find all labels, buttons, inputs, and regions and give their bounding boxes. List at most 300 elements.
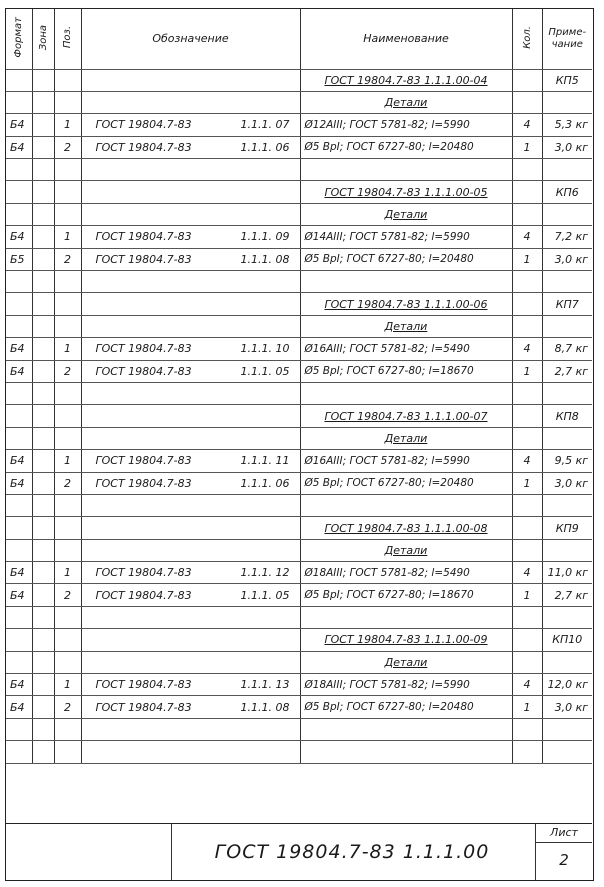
part-zone bbox=[32, 562, 54, 584]
part-zone bbox=[32, 114, 54, 136]
empty-cell bbox=[6, 606, 32, 628]
empty-cell bbox=[32, 718, 54, 740]
part-note: 9,5 кг bbox=[542, 450, 592, 472]
assembly-designation-text: ГОСТ 19804.7-83 1.1.1.00-04 bbox=[324, 73, 488, 87]
blank-row bbox=[6, 271, 592, 293]
section-heading-text: Детали bbox=[384, 319, 428, 333]
empty-cell bbox=[32, 159, 54, 181]
part-designation bbox=[81, 248, 300, 270]
empty-cell bbox=[54, 539, 81, 561]
assembly-designation-text: ГОСТ 19804.7-83 1.1.1.00-06 bbox=[324, 297, 488, 311]
empty-cell bbox=[54, 382, 81, 404]
part-qty: 1 bbox=[512, 136, 542, 158]
empty-cell bbox=[542, 427, 592, 449]
header-qty: Кол. bbox=[512, 9, 542, 69]
blank-row bbox=[6, 606, 592, 628]
empty-cell bbox=[512, 741, 542, 763]
empty-cell bbox=[300, 271, 512, 293]
section-row bbox=[6, 91, 592, 113]
part-qty: 1 bbox=[512, 360, 542, 382]
empty-cell bbox=[542, 741, 592, 763]
assembly-designation bbox=[300, 69, 512, 91]
part-zone bbox=[32, 338, 54, 360]
empty-cell bbox=[54, 91, 81, 113]
empty-cell bbox=[32, 494, 54, 516]
empty-cell bbox=[542, 91, 592, 113]
empty-cell bbox=[81, 271, 300, 293]
empty-cell bbox=[6, 718, 32, 740]
empty-cell bbox=[54, 629, 81, 651]
empty-cell bbox=[32, 651, 54, 673]
part-designation bbox=[81, 674, 300, 696]
part-note: 12,0 кг bbox=[542, 674, 592, 696]
part-pos: 2 bbox=[54, 584, 81, 606]
assembly-designation-text: ГОСТ 19804.7-83 1.1.1.00-05 bbox=[324, 185, 488, 199]
part-qty: 4 bbox=[512, 114, 542, 136]
empty-cell bbox=[542, 271, 592, 293]
part-note: 7,2 кг bbox=[542, 226, 592, 248]
part-format: Б4 bbox=[6, 562, 32, 584]
empty-cell bbox=[512, 203, 542, 225]
empty-cell bbox=[6, 494, 32, 516]
sheet-box bbox=[535, 824, 592, 880]
empty-cell bbox=[542, 606, 592, 628]
empty-cell bbox=[6, 271, 32, 293]
part-standard: ГОСТ 19804.7-83 bbox=[95, 588, 192, 602]
assembly-row bbox=[6, 629, 592, 651]
part-format: Б4 bbox=[6, 584, 32, 606]
empty-cell bbox=[81, 629, 300, 651]
document-designation: ГОСТ 19804.7-83 1.1.1.00 bbox=[214, 841, 490, 863]
empty-cell bbox=[512, 405, 542, 427]
part-qty: 4 bbox=[512, 450, 542, 472]
empty-cell bbox=[512, 181, 542, 203]
part-zone bbox=[32, 248, 54, 270]
empty-cell bbox=[81, 293, 300, 315]
empty-cell bbox=[512, 539, 542, 561]
part-zone bbox=[32, 360, 54, 382]
part-pos: 1 bbox=[54, 450, 81, 472]
empty-cell bbox=[54, 494, 81, 516]
empty-cell bbox=[81, 203, 300, 225]
part-pos: 1 bbox=[54, 226, 81, 248]
part-format: Б4 bbox=[6, 696, 32, 718]
empty-cell bbox=[32, 606, 54, 628]
header-format: Формат bbox=[6, 9, 32, 69]
empty-cell bbox=[512, 91, 542, 113]
empty-cell bbox=[54, 181, 81, 203]
part-code: 1.1.1. 08 bbox=[240, 252, 290, 266]
part-note: 5,3 кг bbox=[542, 114, 592, 136]
part-zone bbox=[32, 584, 54, 606]
empty-cell bbox=[32, 181, 54, 203]
part-note: 3,0 кг bbox=[542, 472, 592, 494]
section-heading bbox=[300, 91, 512, 113]
section-row bbox=[6, 651, 592, 673]
part-designation bbox=[81, 338, 300, 360]
part-pos: 1 bbox=[54, 562, 81, 584]
empty-cell bbox=[300, 159, 512, 181]
part-standard: ГОСТ 19804.7-83 bbox=[95, 118, 192, 132]
part-note: 2,7 кг bbox=[542, 360, 592, 382]
section-heading-text: Детали bbox=[384, 543, 428, 557]
part-zone bbox=[32, 450, 54, 472]
part-pos: 2 bbox=[54, 248, 81, 270]
part-format: Б4 bbox=[6, 136, 32, 158]
part-qty: 4 bbox=[512, 338, 542, 360]
part-designation bbox=[81, 360, 300, 382]
assembly-designation bbox=[300, 181, 512, 203]
empty-cell bbox=[6, 203, 32, 225]
part-name: Ø18АIII; ГОСТ 5781-82; l=5990 bbox=[300, 674, 512, 696]
part-standard: ГОСТ 19804.7-83 bbox=[95, 454, 192, 468]
empty-cell bbox=[32, 315, 54, 337]
part-qty: 4 bbox=[512, 226, 542, 248]
part-note: 11,0 кг bbox=[542, 562, 592, 584]
assembly-note: КП6 bbox=[542, 181, 592, 203]
part-row bbox=[6, 360, 592, 382]
empty-cell bbox=[542, 203, 592, 225]
empty-cell bbox=[54, 606, 81, 628]
part-name: Ø5 ВрI; ГОСТ 6727-80; l=20480 bbox=[300, 136, 512, 158]
part-note: 3,0 кг bbox=[542, 696, 592, 718]
part-standard: ГОСТ 19804.7-83 bbox=[95, 700, 192, 714]
empty-cell bbox=[512, 69, 542, 91]
part-pos: 1 bbox=[54, 114, 81, 136]
empty-cell bbox=[32, 629, 54, 651]
part-note: 2,7 кг bbox=[542, 584, 592, 606]
part-designation-wrap bbox=[86, 342, 296, 355]
empty-cell bbox=[6, 629, 32, 651]
empty-cell bbox=[32, 203, 54, 225]
empty-cell bbox=[54, 69, 81, 91]
part-designation-wrap bbox=[86, 365, 296, 378]
part-designation-wrap bbox=[86, 253, 296, 266]
part-row bbox=[6, 584, 592, 606]
part-row bbox=[6, 450, 592, 472]
part-name: Ø5 ВрI; ГОСТ 6727-80; l=20480 bbox=[300, 248, 512, 270]
part-name: Ø16АIII; ГОСТ 5781-82; l=5990 bbox=[300, 450, 512, 472]
part-zone bbox=[32, 136, 54, 158]
empty-cell bbox=[512, 651, 542, 673]
empty-cell bbox=[6, 315, 32, 337]
assembly-note: КП5 bbox=[542, 69, 592, 91]
assembly-designation bbox=[300, 629, 512, 651]
part-standard: ГОСТ 19804.7-83 bbox=[95, 252, 192, 266]
empty-cell bbox=[6, 427, 32, 449]
part-row bbox=[6, 696, 592, 718]
empty-cell bbox=[54, 271, 81, 293]
header-pos: Поз. bbox=[54, 9, 81, 69]
part-format: Б4 bbox=[6, 226, 32, 248]
part-code: 1.1.1. 06 bbox=[240, 140, 290, 154]
part-standard: ГОСТ 19804.7-83 bbox=[95, 364, 192, 378]
empty-cell bbox=[54, 427, 81, 449]
part-pos: 2 bbox=[54, 136, 81, 158]
section-heading-text: Детали bbox=[384, 96, 428, 110]
empty-cell bbox=[542, 159, 592, 181]
empty-cell bbox=[81, 606, 300, 628]
part-format: Б4 bbox=[6, 114, 32, 136]
part-row bbox=[6, 226, 592, 248]
part-qty: 1 bbox=[512, 584, 542, 606]
assembly-note: КП9 bbox=[542, 517, 592, 539]
part-code: 1.1.1. 12 bbox=[240, 566, 290, 580]
empty-cell bbox=[6, 405, 32, 427]
section-row bbox=[6, 427, 592, 449]
part-pos: 2 bbox=[54, 696, 81, 718]
empty-cell bbox=[542, 651, 592, 673]
empty-cell bbox=[54, 517, 81, 539]
part-designation bbox=[81, 114, 300, 136]
section-heading bbox=[300, 203, 512, 225]
assembly-note: КП7 bbox=[542, 293, 592, 315]
part-format: Б4 bbox=[6, 338, 32, 360]
empty-cell bbox=[81, 405, 300, 427]
empty-cell bbox=[512, 517, 542, 539]
empty-cell bbox=[54, 159, 81, 181]
empty-cell bbox=[81, 91, 300, 113]
section-heading bbox=[300, 427, 512, 449]
empty-cell bbox=[542, 315, 592, 337]
part-name: Ø16АIII; ГОСТ 5781-82; l=5490 bbox=[300, 338, 512, 360]
part-designation-wrap bbox=[86, 118, 296, 131]
assembly-designation bbox=[300, 405, 512, 427]
part-qty: 4 bbox=[512, 562, 542, 584]
empty-cell bbox=[81, 651, 300, 673]
part-code: 1.1.1. 11 bbox=[240, 454, 290, 468]
empty-cell bbox=[32, 69, 54, 91]
empty-cell bbox=[512, 271, 542, 293]
empty-cell bbox=[542, 539, 592, 561]
empty-cell bbox=[54, 203, 81, 225]
section-heading bbox=[300, 315, 512, 337]
part-designation-wrap bbox=[86, 454, 296, 467]
empty-cell bbox=[512, 159, 542, 181]
title-block bbox=[6, 823, 592, 880]
empty-cell bbox=[54, 651, 81, 673]
empty-cell bbox=[54, 741, 81, 763]
assembly-designation bbox=[300, 293, 512, 315]
section-row bbox=[6, 203, 592, 225]
empty-cell bbox=[81, 181, 300, 203]
part-code: 1.1.1. 05 bbox=[240, 588, 290, 602]
part-qty: 1 bbox=[512, 696, 542, 718]
empty-cell bbox=[512, 629, 542, 651]
assembly-row bbox=[6, 405, 592, 427]
part-format: Б4 bbox=[6, 450, 32, 472]
part-designation-wrap bbox=[86, 701, 296, 714]
part-row bbox=[6, 472, 592, 494]
assembly-designation-text: ГОСТ 19804.7-83 1.1.1.00-07 bbox=[324, 409, 488, 423]
part-name: Ø5 ВрI; ГОСТ 6727-80; l=20480 bbox=[300, 472, 512, 494]
empty-cell bbox=[32, 517, 54, 539]
part-pos: 1 bbox=[54, 338, 81, 360]
empty-cell bbox=[54, 315, 81, 337]
assembly-designation bbox=[300, 517, 512, 539]
empty-cell bbox=[81, 741, 300, 763]
empty-cell bbox=[54, 718, 81, 740]
part-designation-wrap bbox=[86, 230, 296, 243]
header-name: Наименование bbox=[300, 9, 512, 69]
part-row bbox=[6, 248, 592, 270]
empty-cell bbox=[81, 315, 300, 337]
part-designation-wrap bbox=[86, 678, 296, 691]
empty-cell bbox=[512, 494, 542, 516]
empty-cell bbox=[32, 741, 54, 763]
header-designation: Обозначение bbox=[81, 9, 300, 69]
assembly-row bbox=[6, 517, 592, 539]
empty-cell bbox=[512, 427, 542, 449]
empty-cell bbox=[300, 494, 512, 516]
empty-cell bbox=[512, 293, 542, 315]
section-heading bbox=[300, 651, 512, 673]
assembly-designation-text: ГОСТ 19804.7-83 1.1.1.00-09 bbox=[324, 633, 488, 647]
part-format: Б4 bbox=[6, 360, 32, 382]
part-zone bbox=[32, 226, 54, 248]
part-name: Ø18АIII; ГОСТ 5781-82; l=5490 bbox=[300, 562, 512, 584]
empty-cell bbox=[6, 741, 32, 763]
part-code: 1.1.1. 08 bbox=[240, 700, 290, 714]
empty-cell bbox=[542, 382, 592, 404]
empty-cell bbox=[6, 91, 32, 113]
empty-cell bbox=[54, 405, 81, 427]
part-code: 1.1.1. 10 bbox=[240, 342, 290, 356]
part-designation bbox=[81, 136, 300, 158]
part-format: Б5 bbox=[6, 248, 32, 270]
assembly-row bbox=[6, 69, 592, 91]
empty-cell bbox=[32, 293, 54, 315]
part-qty: 1 bbox=[512, 472, 542, 494]
header-row bbox=[6, 9, 592, 69]
part-standard: ГОСТ 19804.7-83 bbox=[95, 566, 192, 580]
empty-cell bbox=[300, 382, 512, 404]
sheet-label: Лист bbox=[536, 824, 592, 843]
empty-cell bbox=[542, 718, 592, 740]
part-row bbox=[6, 136, 592, 158]
part-format: Б4 bbox=[6, 674, 32, 696]
part-note: 8,7 кг bbox=[542, 338, 592, 360]
part-note: 3,0 кг bbox=[542, 248, 592, 270]
part-code: 1.1.1. 09 bbox=[240, 230, 290, 244]
part-designation bbox=[81, 450, 300, 472]
part-designation bbox=[81, 696, 300, 718]
empty-cell bbox=[6, 159, 32, 181]
blank-row bbox=[6, 159, 592, 181]
empty-cell bbox=[32, 382, 54, 404]
part-row bbox=[6, 562, 592, 584]
empty-cell bbox=[300, 606, 512, 628]
part-pos: 1 bbox=[54, 674, 81, 696]
part-row bbox=[6, 338, 592, 360]
part-pos: 2 bbox=[54, 360, 81, 382]
part-row bbox=[6, 674, 592, 696]
part-code: 1.1.1. 13 bbox=[240, 678, 290, 692]
empty-cell bbox=[54, 293, 81, 315]
header-note: Приме-чание bbox=[542, 9, 592, 69]
empty-cell bbox=[81, 517, 300, 539]
empty-cell bbox=[300, 718, 512, 740]
empty-cell bbox=[32, 405, 54, 427]
empty-cell bbox=[6, 651, 32, 673]
empty-cell bbox=[6, 517, 32, 539]
empty-cell bbox=[81, 69, 300, 91]
part-name: Ø5 ВрI; ГОСТ 6727-80; l=18670 bbox=[300, 360, 512, 382]
part-qty: 1 bbox=[512, 248, 542, 270]
part-designation-wrap bbox=[86, 566, 296, 579]
part-code: 1.1.1. 06 bbox=[240, 476, 290, 490]
part-standard: ГОСТ 19804.7-83 bbox=[95, 476, 192, 490]
empty-cell bbox=[32, 539, 54, 561]
section-heading bbox=[300, 539, 512, 561]
empty-cell bbox=[32, 91, 54, 113]
part-pos: 2 bbox=[54, 472, 81, 494]
empty-cell bbox=[32, 271, 54, 293]
empty-cell bbox=[6, 382, 32, 404]
blank-row bbox=[6, 718, 592, 740]
assembly-note: КП10 bbox=[542, 629, 592, 651]
empty-cell bbox=[6, 69, 32, 91]
assembly-designation-text: ГОСТ 19804.7-83 1.1.1.00-08 bbox=[324, 521, 488, 535]
part-format: Б4 bbox=[6, 472, 32, 494]
empty-cell bbox=[81, 427, 300, 449]
part-code: 1.1.1. 07 bbox=[240, 118, 290, 132]
empty-cell bbox=[512, 606, 542, 628]
part-name: Ø5 ВрI; ГОСТ 6727-80; l=18670 bbox=[300, 584, 512, 606]
part-name: Ø12АIII; ГОСТ 5781-82; l=5990 bbox=[300, 114, 512, 136]
empty-cell bbox=[6, 539, 32, 561]
section-heading-text: Детали bbox=[384, 208, 428, 222]
section-row bbox=[6, 539, 592, 561]
empty-cell bbox=[81, 494, 300, 516]
part-note: 3,0 кг bbox=[542, 136, 592, 158]
part-name: Ø5 ВрI; ГОСТ 6727-80; l=20480 bbox=[300, 696, 512, 718]
part-qty: 4 bbox=[512, 674, 542, 696]
empty-cell bbox=[542, 494, 592, 516]
title-block-blank bbox=[6, 824, 172, 880]
assembly-row bbox=[6, 293, 592, 315]
assembly-note: КП8 bbox=[542, 405, 592, 427]
empty-cell bbox=[6, 181, 32, 203]
blank-row bbox=[6, 494, 592, 516]
part-zone bbox=[32, 472, 54, 494]
assembly-row bbox=[6, 181, 592, 203]
part-designation-wrap bbox=[86, 589, 296, 602]
part-row bbox=[6, 114, 592, 136]
specification-table bbox=[6, 9, 592, 764]
part-standard: ГОСТ 19804.7-83 bbox=[95, 342, 192, 356]
empty-cell bbox=[300, 741, 512, 763]
part-designation-wrap bbox=[86, 477, 296, 490]
sheet-number: 2 bbox=[559, 851, 569, 869]
part-standard: ГОСТ 19804.7-83 bbox=[95, 140, 192, 154]
section-row bbox=[6, 315, 592, 337]
header-zone: Зона bbox=[32, 9, 54, 69]
empty-cell bbox=[512, 718, 542, 740]
part-designation bbox=[81, 562, 300, 584]
part-standard: ГОСТ 19804.7-83 bbox=[95, 230, 192, 244]
empty-cell bbox=[512, 315, 542, 337]
empty-cell bbox=[81, 159, 300, 181]
part-name: Ø14АIII; ГОСТ 5781-82; l=5990 bbox=[300, 226, 512, 248]
blank-row bbox=[6, 382, 592, 404]
part-designation-wrap bbox=[86, 141, 296, 154]
empty-cell bbox=[32, 427, 54, 449]
empty-cell bbox=[512, 382, 542, 404]
specification-sheet bbox=[5, 8, 594, 881]
part-designation bbox=[81, 472, 300, 494]
empty-cell bbox=[81, 718, 300, 740]
